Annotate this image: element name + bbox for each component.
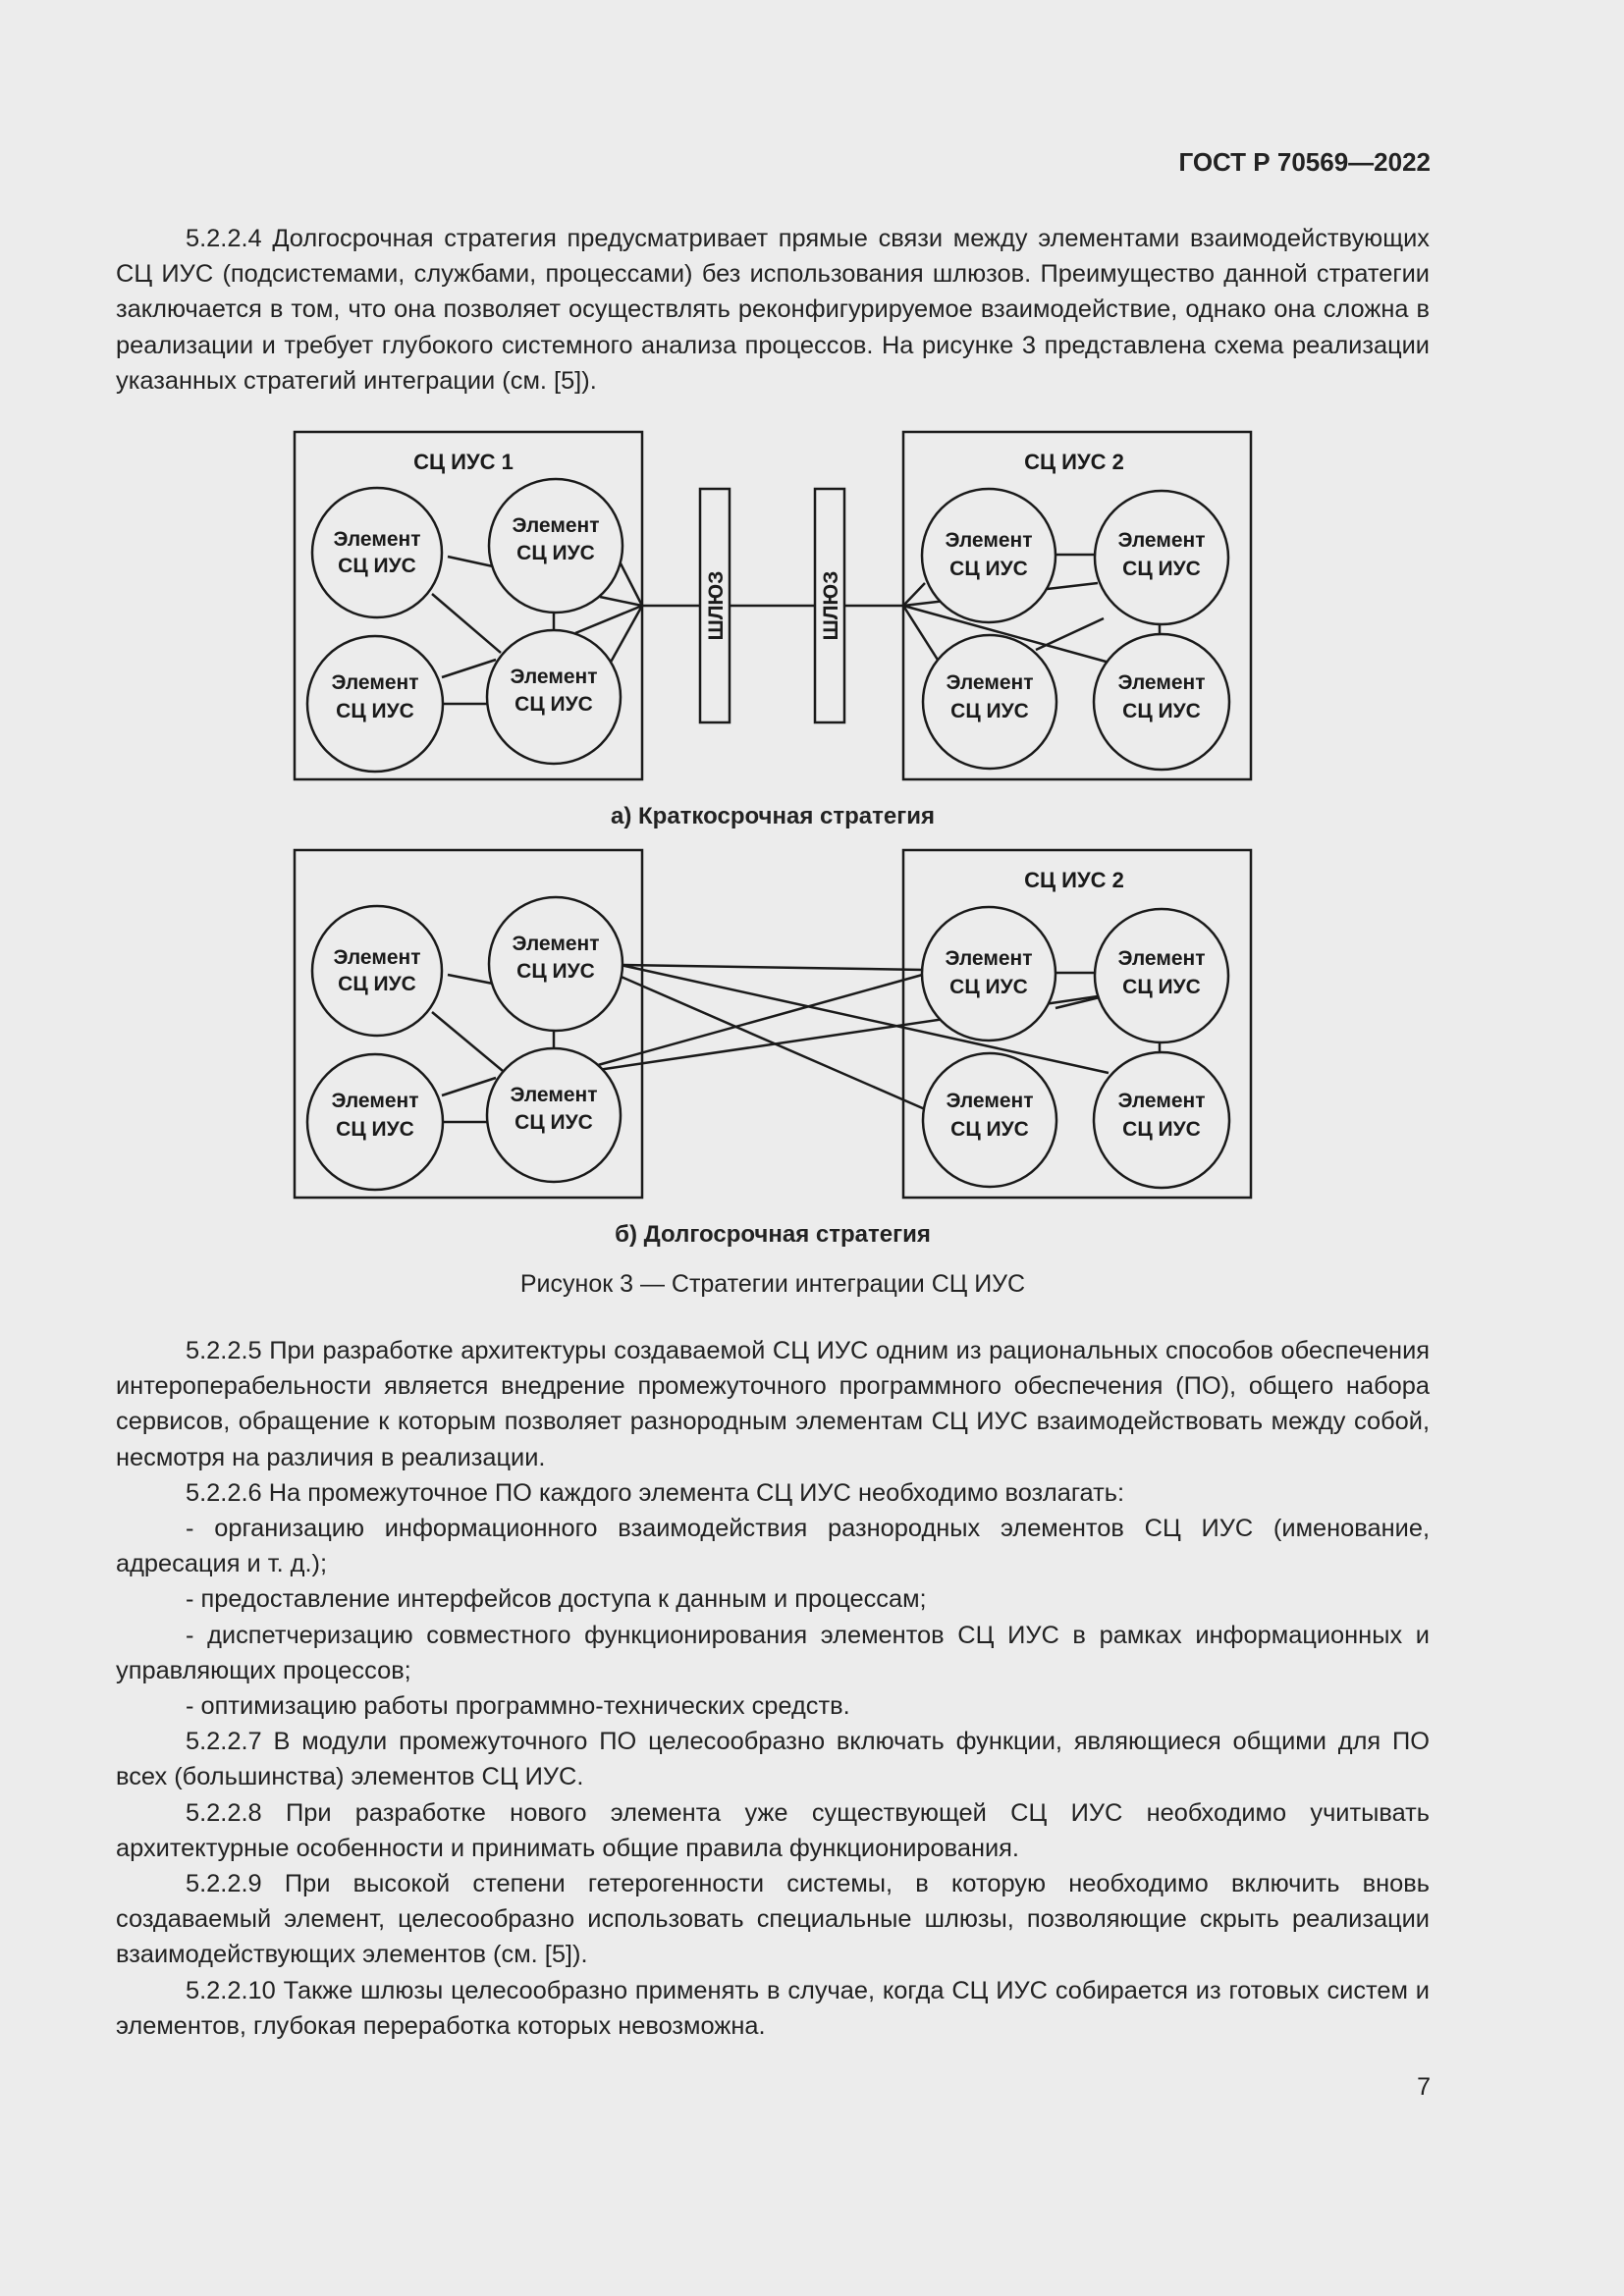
element-label: СЦ ИУС bbox=[338, 555, 416, 577]
list-item: - диспетчеризацию совместного функционирования элементов СЦ ИУС в рамках информационных и управляющих процессов; bbox=[116, 1621, 1430, 1684]
element-label: СЦ ИУС bbox=[336, 1118, 414, 1141]
element-label: Элемент bbox=[945, 529, 1033, 552]
element-label: СЦ ИУС bbox=[1122, 976, 1201, 998]
element-label: Элемент bbox=[510, 1084, 598, 1106]
element-label: СЦ ИУС bbox=[949, 976, 1028, 998]
gateway-label-right: ШЛЮЗ bbox=[820, 570, 842, 641]
element-label: Элемент bbox=[1117, 529, 1206, 552]
list-item: - организацию информационного взаимодействия разнородных элементов СЦ ИУС (именование, адресация и т. д.); bbox=[116, 1515, 1430, 1578]
paragraph-5-2-2-7: 5.2.2.7 В модули промежуточного ПО целесообразно включать функции, являющиеся общими для ПО всех (большинства) элементов СЦ ИУС. bbox=[116, 1728, 1430, 1791]
element-label: СЦ ИУС bbox=[1122, 700, 1201, 722]
element-label: СЦ ИУС bbox=[514, 693, 593, 716]
element-label: Элемент bbox=[333, 946, 421, 969]
document-number-header: ГОСТ Р 70569—2022 bbox=[1178, 147, 1431, 177]
element-label: СЦ ИУС bbox=[516, 542, 595, 564]
element-label: Элемент bbox=[1117, 671, 1206, 694]
element-label: СЦ ИУС bbox=[516, 960, 595, 983]
element-label: СЦ ИУС bbox=[950, 700, 1029, 722]
element-label: Элемент bbox=[331, 671, 419, 694]
element-label: Элемент bbox=[331, 1090, 419, 1112]
element-label: Элемент bbox=[1117, 1090, 1206, 1112]
paragraph-5-2-2-4: 5.2.2.4 Долгосрочная стратегия предусматривает прямые связи между элементами взаимодействующих СЦ ИУС (подсистемами, службами, процессами) без использования шлюзов. Преимущество данной стратегии заключается в том, что она позволяет осуществлять реконфигурируемое взаимодействие, однако она сложна в реализации и требует глубокого системного анализа процессов. На рисунке 3 представлена схема реализации указанных стратегий интеграции (см. [5]). bbox=[116, 225, 1430, 395]
element-label: СЦ ИУС bbox=[949, 558, 1028, 580]
element-label: Элемент bbox=[946, 1090, 1034, 1112]
element-circle bbox=[312, 906, 442, 1036]
element-label: СЦ ИУС bbox=[1122, 558, 1201, 580]
list-item: - предоставление интерфейсов доступа к данным и процессам; bbox=[186, 1585, 927, 1614]
list-item: - оптимизацию работы программно-технических средств. bbox=[186, 1692, 850, 1721]
gateway-label-left: ШЛЮЗ bbox=[705, 570, 728, 641]
page-number: 7 bbox=[1417, 2073, 1431, 2101]
element-label: СЦ ИУС bbox=[1122, 1118, 1201, 1141]
figure-caption: Рисунок 3 — Стратегии интеграции СЦ ИУС bbox=[519, 1270, 1026, 1298]
element-label: Элемент bbox=[946, 671, 1034, 694]
paragraph-5-2-2-8: 5.2.2.8 При разработке нового элемента уже существующей СЦ ИУС необходимо учитывать архитектурные особенности и принимать общие правила функционирования. bbox=[116, 1798, 1430, 1862]
element-label: Элемент bbox=[333, 528, 421, 551]
element-label: СЦ ИУС bbox=[514, 1111, 593, 1134]
element-circle bbox=[922, 907, 1056, 1041]
element-circle bbox=[312, 488, 442, 617]
paragraph-5-2-2-9: 5.2.2.9 При высокой степени гетерогенности системы, в которую необходимо включить вновь создаваемый элемент, целесообразно использовать специальные шлюзы, позволяющие скрыть реализации взаимодействующих элементов (см. [5]). bbox=[116, 1870, 1430, 1969]
system1-label: СЦ ИУС 1 bbox=[413, 450, 514, 474]
paragraph-5-2-2-6: 5.2.2.6 На промежуточное ПО каждого элемента СЦ ИУС необходимо возлагать: bbox=[186, 1478, 1125, 1507]
subcaption-long-term: б) Долгосрочная стратегия bbox=[615, 1221, 931, 1248]
element-label: Элемент bbox=[945, 947, 1033, 970]
element-label: СЦ ИУС bbox=[950, 1118, 1029, 1141]
body-text bbox=[116, 1333, 1430, 2044]
element-label: Элемент bbox=[512, 933, 600, 955]
paragraph-5-2-2-5: 5.2.2.5 При разработке архитектуры создаваемой СЦ ИУС одним из рациональных способов обеспечения интероперабельности является внедрение промежуточного программного обеспечения (ПО), общего набора сервисов, обращение к которым позволяет разнородным элементам СЦ ИУС взаимодействовать между собой, несмотря на различия в реализации. bbox=[116, 1337, 1430, 1471]
element-label: СЦ ИУС bbox=[338, 973, 416, 995]
system2-label-b: СЦ ИУС 2 bbox=[1024, 868, 1124, 892]
paragraph-5-2-2-10: 5.2.2.10 Также шлюзы целесообразно применять в случае, когда СЦ ИУС собирается из готовых систем и элементов, глубокая переработка которых невозможна. bbox=[116, 1976, 1430, 2040]
element-label: Элемент bbox=[510, 666, 598, 688]
element-circle bbox=[922, 489, 1056, 622]
element-label: Элемент bbox=[1117, 947, 1206, 970]
system2-label-a: СЦ ИУС 2 bbox=[1024, 450, 1124, 474]
subcaption-short-term: а) Краткосрочная стратегия bbox=[611, 803, 935, 829]
element-label: СЦ ИУС bbox=[336, 700, 414, 722]
element-label: Элемент bbox=[512, 514, 600, 537]
